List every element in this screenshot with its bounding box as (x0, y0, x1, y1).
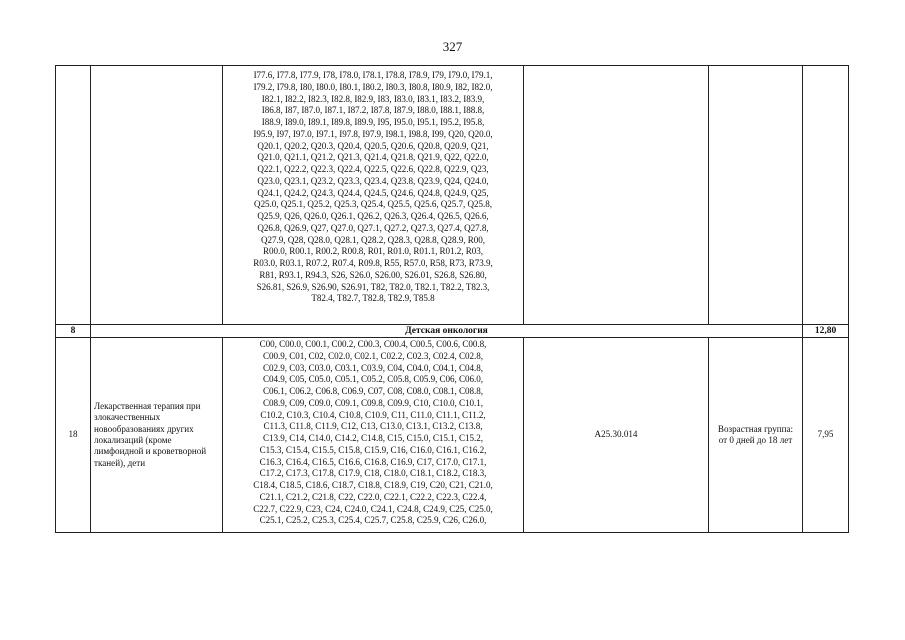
cell-name (91, 66, 223, 325)
cell-service-code (524, 66, 709, 325)
table-row-18 (56, 338, 849, 533)
section-title: Детская онкология (91, 325, 803, 338)
code-line: Q23.0, Q23.1, Q23.2, Q23.3, Q23.4, Q23.8, Q23.9, Q24, Q24.0, (257, 175, 489, 186)
code-line: C11.3, C11.8, C11.9, C12, C13, C13.0, C13.1, C13.2, C13.8, (263, 421, 483, 432)
code-line: I88.9, I89.0, I89.1, I89.8, I89.9, I95, I95.0, I95.1, I95.2, I95.8, (261, 117, 485, 127)
code-line: C18.4, C18.5, C18.6, C18.7, C18.8, C18.9, C19, C20, C21, C21.0, (253, 480, 493, 490)
section-row (56, 325, 849, 338)
code-line: Q26.8, Q26.9, Q27, Q27.0, Q27.1, Q27.2, Q27.3, Q27.4, Q27.8, (257, 222, 489, 233)
code-line: Q22.1, Q22.2, Q22.3, Q22.4, Q22.5, Q22.6, Q22.8, Q22.9, Q23, (257, 164, 489, 174)
code-line: C17.2, C17.3, C17.8, C17.9, C18, C18.0, C18.1, C18.2, C18.3, (259, 468, 487, 479)
service-code: A25.30.014 (524, 338, 709, 533)
code-line: C00.9, C01, C02, C02.0, C02.1, C02.2, C02.3, C02.4, C02.8, (263, 350, 483, 361)
code-line: I82.1, I82.2, I82.3, I82.8, I82.9, I83, I83.0, I83.1, I83.2, I83.9, (261, 93, 485, 104)
coefficient-value: 7,95 (803, 338, 849, 533)
row-number: 18 (56, 338, 91, 533)
code-line: C02.9, C03, C03.0, C03.1, C03.9, C04, C04.0, C04.1, C04.8, (263, 362, 483, 373)
code-line: C04.9, C05, C05.0, C05.1, C05.2, C05.8, C05.9, C06, C06.0, (263, 374, 483, 385)
section-coefficient: 12,80 (803, 325, 849, 338)
code-line: C06.1, C06.2, C06.8, C06.9, C07, C08, C08.0, C08.1, C08.8, (263, 386, 483, 396)
group-name: Лекарственная терапия при злокачественных новообразованиях других локализаций (кроме лимфоидной и кроветворной тканей), дети (91, 338, 223, 533)
code-line: Q25.9, Q26, Q26.0, Q26.1, Q26.2, Q26.3, Q26.4, Q26.5, Q26.6, (257, 211, 489, 221)
criteria-text (709, 338, 803, 533)
criteria-label: Возрастная группа: от 0 дней до 18 лет (717, 423, 794, 445)
cell-criteria (709, 66, 803, 325)
code-line: C21.1, C21.2, C21.8, C22, C22.0, C22.1, C22.2, C22.3, C22.4, (259, 491, 487, 502)
code-line: Q21.0, Q21.1, Q21.2, Q21.3, Q21.4, Q21.8, Q21.9, Q22, Q22.0, (257, 152, 489, 163)
code-line: Q25.0, Q25.1, Q25.2, Q25.3, Q25.4, Q25.5, Q25.6, Q25.7, Q25.8, (254, 199, 492, 210)
page-number: 327 (442, 39, 463, 54)
code-line: C25.1, C25.2, C25.3, C25.4, C25.7, C25.8, C25.9, C26, C26.0, (259, 515, 487, 526)
cell-coef (803, 66, 849, 325)
code-line: Q24.1, Q24.2, Q24.3, Q24.4, Q24.5, Q24.6, Q24.8, Q24.9, Q25, (257, 187, 489, 198)
code-line: C15.3, C15.4, C15.5, C15.8, C15.9, C16, C16.0, C16.1, C16.2, (259, 444, 487, 455)
code-line: R81, R93.1, R94.3, S26, S26.0, S26.00, S26.01, S26.8, S26.80, (259, 269, 487, 280)
tariff-table (55, 65, 849, 533)
code-line: S26.81, S26.9, S26.90, S26.91, T82, T82.0, T82.1, T82.2, T82.3, (256, 281, 490, 292)
code-line: C08.9, C09, C09.0, C09.1, C09.8, C09.9, C10, C10.0, C10.1, (263, 397, 483, 408)
code-line: R03.0, R03.1, R07.2, R07.4, R09.8, R55, R57.0, R58, R73, R73.9, (253, 258, 493, 268)
diagnosis-codes-cell (223, 66, 524, 325)
code-line: C22.7, C22.9, C23, C24, C24.0, C24.1, C24.8, C24.9, C25, C25.0, (253, 503, 493, 514)
code-line: I86.8, I87, I87.0, I87.1, I87.2, I87.8, I87.9, I88.0, I88.1, I88.8, (261, 105, 485, 116)
cell-number (56, 66, 91, 325)
table-row-continuation (56, 66, 849, 325)
code-line: C16.3, C16.4, C16.5, C16.6, C16.8, C16.9, C17, C17.0, C17.1, (259, 456, 487, 467)
code-line: Q27.9, Q28, Q28.0, Q28.1, Q28.2, Q28.3, Q28.8, Q28.9, R00, (261, 234, 485, 245)
section-number: 8 (56, 325, 91, 338)
code-line: T82.4, T82.7, T82.8, T82.9, T85.8 (311, 293, 435, 304)
code-line: Q20.1, Q20.2, Q20.3, Q20.4, Q20.5, Q20.6, Q20.8, Q20.9, Q21, (257, 140, 489, 151)
diagnosis-codes-cell (223, 338, 524, 533)
code-line: R00.0, R00.1, R00.2, R00.8, R01, R01.0, R01.1, R01.2, R03, (263, 246, 483, 257)
code-line: I95.9, I97, I97.0, I97.1, I97.8, I97.9, I98.1, I98.8, I99, Q20, Q20.0, (253, 128, 493, 139)
code-line: I77.6, I77.8, I77.9, I78, I78.0, I78.1, I78.8, I78.9, I79, I79.0, I79.1, (253, 70, 493, 80)
code-line: C00, C00.0, C00.1, C00.2, C00.3, C00.4, C00.5, C00.6, C00.8, (259, 339, 487, 349)
code-line: C10.2, C10.3, C10.4, C10.8, C10.9, C11, C11.0, C11.1, C11.2, (260, 409, 486, 420)
diagnosis-codes-list (223, 339, 523, 527)
code-line: I79.2, I79.8, I80, I80.0, I80.1, I80.2, I80.3, I80.8, I80.9, I82, I82.0, (253, 81, 493, 92)
code-line: C13.9, C14, C14.0, C14.2, C14.8, C15, C15.0, C15.1, C15.2, (263, 433, 483, 443)
diagnosis-codes-list (223, 70, 523, 305)
